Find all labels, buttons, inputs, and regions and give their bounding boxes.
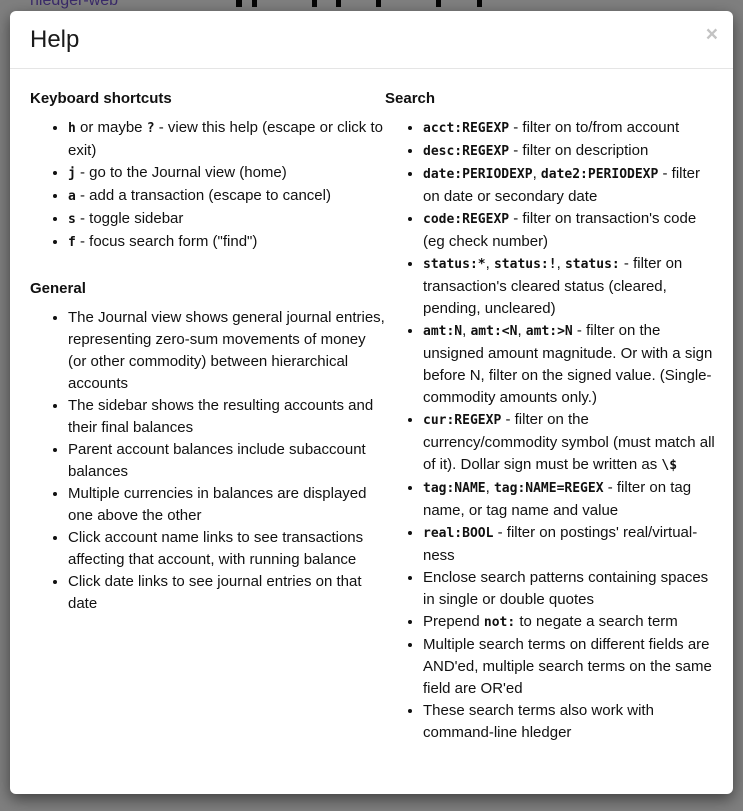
help-list-item: • j - go to the Journal view (home) [68,162,385,185]
code-term: code:REGEXP [423,212,510,227]
help-list-item: • real:BOOL - filter on postings' real/virtual-ness [423,522,718,567]
help-list-item: • h or maybe ? - view this help (escape or click to exit) [68,117,385,162]
modal-header [10,11,733,69]
close-icon[interactable]: × [705,23,718,46]
code-term: acct:REGEXP [423,121,510,136]
help-list-item: • Multiple currencies in balances are displayed one above the other [68,483,385,527]
code-term: status: [564,257,620,272]
code-term: \$ [661,458,678,473]
code-term: h [68,121,76,136]
help-list-item: • s - toggle sidebar [68,208,385,231]
code-term: amt:<N [470,324,518,339]
help-list-item: • status:*, status:!, status: - filter on transaction's cleared status (cleared, pending, uncleared) [423,253,718,320]
help-list-item: • tag:NAME, tag:NAME=REGEX - filter on tag name, or tag name and value [423,477,718,522]
help-list-item: • The sidebar shows the resulting accounts and their final balances [68,395,385,439]
code-term: real:BOOL [423,526,494,541]
code-term: a [68,189,76,204]
help-list-item: • Parent account balances include subaccount balances [68,439,385,483]
help-list-item: • desc:REGEXP - filter on description [423,140,718,163]
help-list-item: • acct:REGEXP - filter on to/from account [423,117,718,140]
help-list-item: • amt:N, amt:<N, amt:>N - filter on the unsigned amount magnitude. Or with a sign before N, filter on the signed value. (Single-commodity amounts only.) [423,320,718,409]
code-term: tag:NAME [423,481,486,496]
help-list-item: • Prepend not: to negate a search term [423,611,718,634]
code-term: date2:PERIODEXP [540,167,659,182]
code-term: status:! [493,257,557,272]
code-term: desc:REGEXP [423,144,510,159]
code-term: status:* [423,257,486,272]
help-list [30,117,385,254]
help-list-item: • Click account name links to see transactions affecting that account, with running balance [68,527,385,571]
help-list-item: • cur:REGEXP - filter on the currency/commodity symbol (must match all of it). Dollar sign must be written as \$ [423,409,718,477]
code-term: not: [483,615,516,630]
help-list-item: • These search terms also work with command-line hledger [423,700,718,744]
help-list-item: • a - add a transaction (escape to cancel) [68,185,385,208]
code-term: s [68,212,76,227]
help-list-item: • Multiple search terms on different fields are AND'ed, multiple search terms on the same field are OR'ed [423,634,718,700]
help-list [385,117,718,744]
help-list-item: • Enclose search patterns containing spaces in single or double quotes [423,567,718,611]
help-list-item: • The Journal view shows general journal entries, representing zero-sum movements of money (or other commodity) between hierarchical accounts [68,307,385,395]
code-term: amt:>N [525,324,573,339]
help-list-item: • code:REGEXP - filter on transaction's code (eg check number) [423,208,718,253]
modal-body [10,69,733,774]
code-term: f [68,235,76,250]
code-term: j [68,166,76,181]
help-modal [10,11,733,794]
code-term: ? [146,121,155,136]
section-heading: Keyboard shortcuts [30,90,172,107]
help-list-item: • date:PERIODEXP, date2:PERIODEXP - filter on date or secondary date [423,163,718,208]
help-column-left [30,81,385,754]
code-term: tag:NAME=REGEX [493,481,604,496]
help-list-item: • Click date links to see journal entries on that date [68,571,385,615]
code-term: date:PERIODEXP [423,167,533,182]
section-heading: General [30,280,86,297]
code-term: amt:N [423,324,463,339]
help-list-item: • f - focus search form ("find") [68,231,385,254]
section-heading: Search [385,90,436,107]
help-column-right [385,81,718,754]
modal-title: Help [30,26,80,53]
help-list [30,307,385,615]
code-term: cur:REGEXP [423,413,502,428]
